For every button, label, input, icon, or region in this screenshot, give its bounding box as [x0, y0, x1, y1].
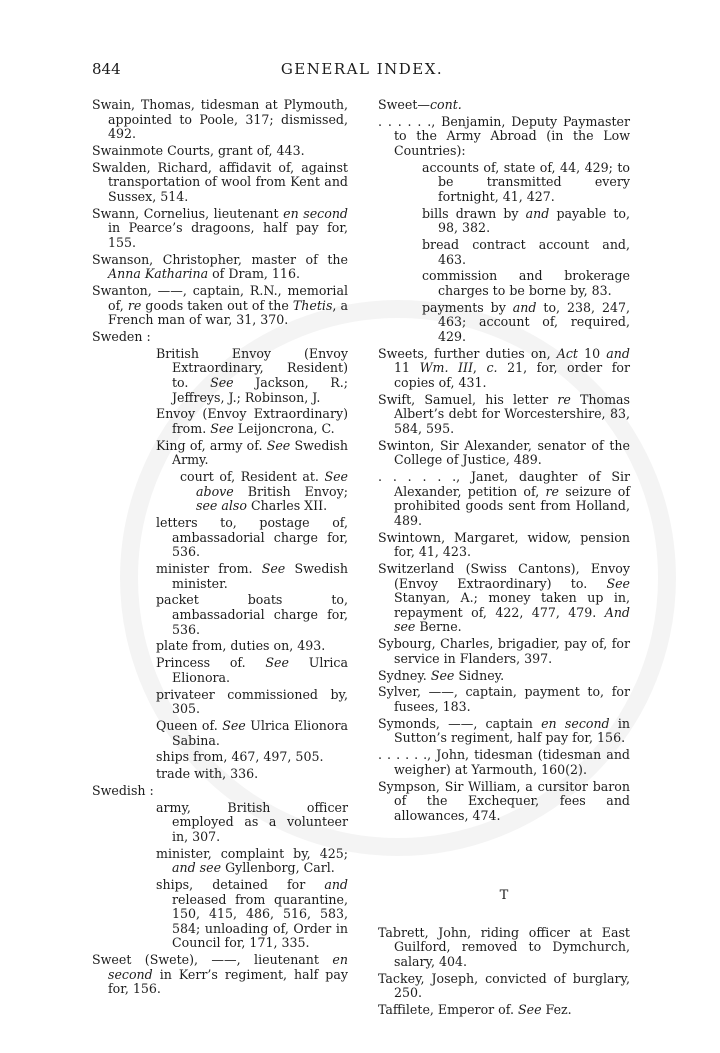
- index-entry: privateer commissioned by, 305.: [156, 686, 348, 717]
- index-entry: Sydney. See Sidney.: [378, 667, 505, 683]
- index-entry: packet boats to, ambassadorial charge for, 536.: [156, 592, 348, 637]
- left-column: [92, 98, 348, 999]
- index-entry: commission and brokerage charges to be borne by, 83.: [422, 268, 630, 299]
- index-entry: payments by and to, 238, 247, 463; account of, required, 429.: [422, 299, 630, 345]
- index-entry: Swain, Thomas, tidesman at Plymouth, appointed to Poole, 317; dismissed, 492.: [92, 97, 348, 142]
- index-entry: Swanson, Christopher, master of the Anna Katharina of Dram, 116.: [92, 251, 348, 282]
- index-entry: army, British officer employed as a volunteer in, 307.: [156, 799, 348, 844]
- section-letter: T: [499, 888, 509, 904]
- index-entry: King of, army of. See Swedish Army.: [156, 437, 348, 468]
- index-entry: . . . . . ., Janet, daughter of Sir Alexander, petition of, re seizure of prohibited goods sent from Holland, 489.: [378, 469, 630, 528]
- index-entry: Princess of. See Ulrica Elionora.: [156, 655, 348, 685]
- index-entry: Sympson, Sir William, a cursitor baron of the Exchequer, fees and allowances, 474.: [378, 778, 630, 823]
- right-column-t-entries: [378, 926, 630, 1018]
- index-entry: Taffilete, Emperor of. See Fez.: [378, 1002, 572, 1018]
- index-entry: . . . . . ., Benjamin, Deputy Paymaster to the Army Abroad (in the Low Countries):: [378, 113, 630, 158]
- index-entry: Swanton, ——, captain, R.N., memorial of, re goods taken out of the Thetis, a French man of war, 31, 370.: [92, 283, 349, 328]
- index-entry: Swintown, Margaret, widow, pension for, 41, 423.: [378, 529, 630, 560]
- index-entry: Envoy (Envoy Extraordinary) from. See Leijoncrona, C.: [156, 406, 348, 436]
- index-entry: minister, complaint by, 425; and see Gyllenborg, Carl.: [156, 845, 348, 876]
- right-column: [378, 98, 630, 1020]
- index-entry: Swann, Cornelius, lieutenant en second in Pearce’s dragoons, half pay for, 155.: [92, 205, 348, 250]
- index-entry: minister from. See Swedish minister.: [156, 561, 348, 591]
- right-column-s-entries: [378, 98, 630, 823]
- index-entry: Sweets, further duties on, Act 10 and 11 Wm. III, c. 21, for, order for copies of, 431.: [378, 345, 630, 390]
- index-entry: court of, Resident at. See above British Envoy; see also Charles XII.: [180, 469, 348, 514]
- index-entry: Swainmote Courts, grant of, 443.: [92, 142, 305, 158]
- index-entry: Switzerland (Swiss Cantons), Envoy (Envoy Extraordinary) to. See Stanyan, A.; money taken up in, repayment of, 422, 477, 479. And see Berne.: [378, 561, 630, 635]
- index-entry: Swift, Samuel, his letter re Thomas Albert’s debt for Worcestershire, 83, 584, 595.: [378, 391, 630, 436]
- index-entry: Swalden, Richard, affidavit of, against transportation of wool from Kent and Sussex, 514.: [92, 159, 348, 204]
- index-entry: Tabrett, John, riding officer at East Guilford, removed to Dymchurch, salary, 404.: [378, 924, 630, 970]
- index-entry: ships from, 467, 497, 505.: [156, 749, 324, 765]
- index-entry: British Envoy (Envoy Extraordinary, Resident) to. See Jackson, R.; Jeffreys, J.; Robinson, J.: [156, 345, 348, 405]
- index-entry: trade with, 336.: [156, 766, 259, 782]
- index-entry: Sweet—cont.: [378, 97, 462, 112]
- index-entry: Sweet (Swete), ——, lieutenant en second in Kerr’s regiment, half pay for, 156.: [92, 952, 348, 997]
- index-entry: Sylver, ——, captain, payment to, for fusees, 183.: [378, 684, 630, 714]
- index-entry: Tackey, Joseph, convicted of burglary, 250.: [378, 970, 630, 1001]
- index-entry: . . . . . ., John, tidesman (tidesman and weigher) at Yarmouth, 160(2).: [378, 747, 630, 777]
- index-entry: Swedish :: [92, 782, 154, 798]
- index-entry: Queen of. See Ulrica Elionora Sabina.: [156, 717, 348, 748]
- index-entry: accounts of, state of, 44, 429; to be transmitted every fortnight, 41, 427.: [422, 159, 630, 204]
- page-header: [92, 60, 632, 84]
- index-entry: letters to, postage of, ambassadorial charge for, 536.: [156, 515, 348, 560]
- index-entry: plate from, duties on, 493.: [156, 638, 326, 654]
- index-entry: Swinton, Sir Alexander, senator of the College of Justice, 489.: [378, 437, 630, 468]
- page-title: GENERAL INDEX.: [280, 60, 444, 78]
- index-entry: bread contract account and, 463.: [422, 237, 630, 267]
- index-entry: Sybourg, Charles, brigadier, pay of, for service in Flanders, 397.: [378, 636, 630, 666]
- index-entry: Symonds, ——, captain en second in Sutton’s regiment, half pay for, 156.: [378, 715, 630, 746]
- index-entry: ships, detained for and released from quarantine, 150, 415, 486, 516, 583, 584; unloading of, Order in Council for, 171, 335.: [156, 877, 348, 951]
- index-entry: bills drawn by and payable to, 98, 382.: [422, 205, 631, 236]
- index-entry: Sweden :: [92, 329, 151, 345]
- page-number: 844: [92, 60, 121, 78]
